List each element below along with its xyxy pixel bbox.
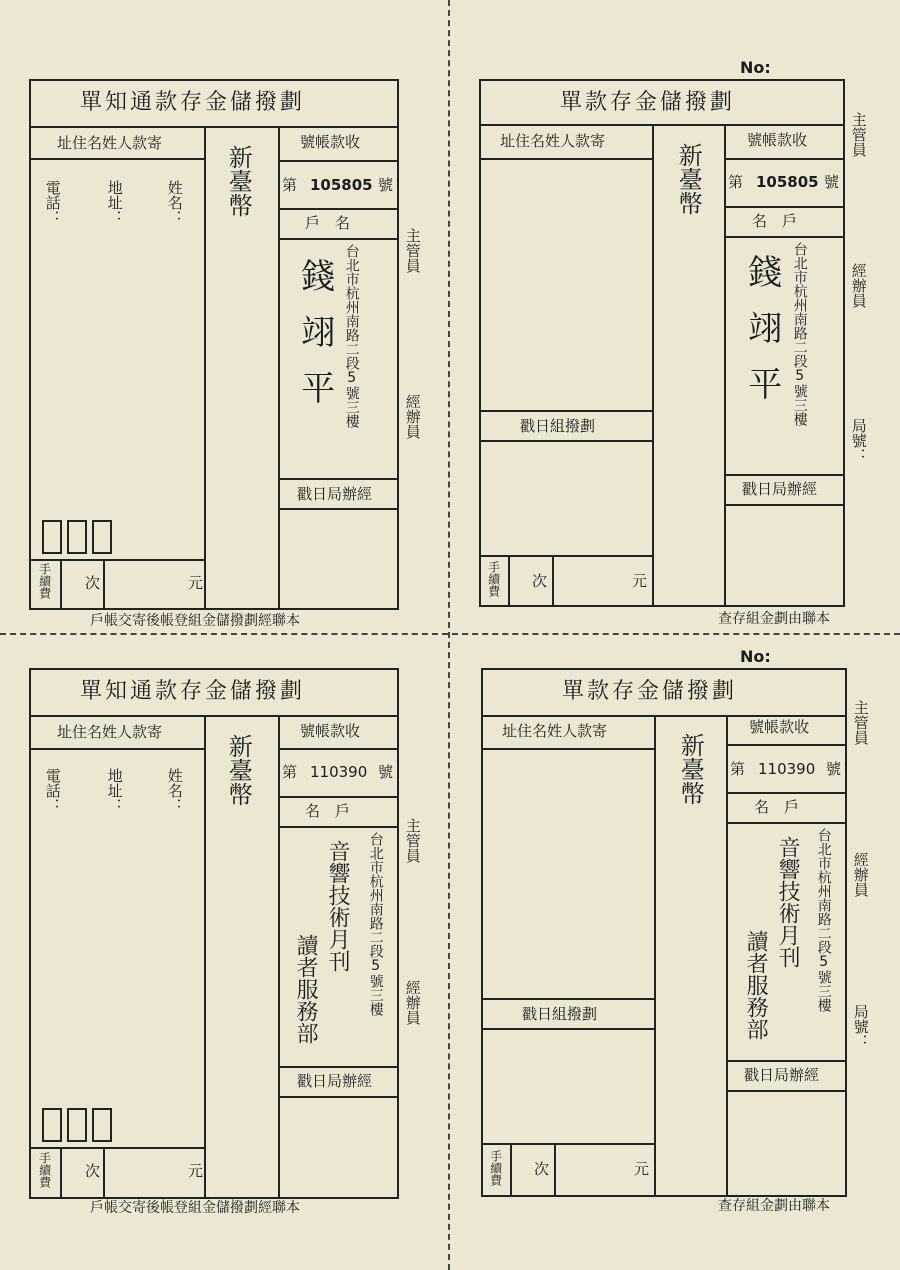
sender-name-label: 姓名： [165,180,184,225]
account-prefix: 第 [282,763,298,781]
fee-label: 手續費 [486,561,501,597]
supervisor-label: 主管員 [403,818,422,863]
account-prefix: 第 [282,176,298,194]
group-stamp-label: 戳日組撥劃 [522,1005,598,1023]
group-stamp-label: 戳日組撥劃 [520,417,596,435]
payee-label: 名 戶 [305,802,351,820]
payee-label: 戶 名 [305,214,351,232]
supervisor-label: 主管員 [403,228,422,273]
form-title: 單知通款存金儲撥劃 [80,679,306,704]
payee-address: 台北市杭州南路二段5號三樓 [343,244,360,428]
payee-name-line-2: 讀者服務部 [743,930,769,1040]
account-suffix: 號 [378,176,394,194]
account-number: 110390 [758,760,816,778]
stamp-label: 戳日局辦經 [297,1072,373,1090]
form-title: 單款存金儲撥劃 [560,90,736,115]
currency-label: 新臺幣 [224,734,253,806]
times-label: 次 [85,1162,101,1180]
stamp-label: 戳日局辦經 [742,480,818,498]
form-footer: 查存組金劃由聯本 [718,611,830,627]
sender-header: 址住名姓人款寄 [502,722,608,740]
payee-label: 名 戶 [752,212,798,230]
sender-header: 址住名姓人款寄 [500,132,606,150]
sender-header: 址住名姓人款寄 [57,134,163,152]
account-prefix: 第 [728,173,744,191]
supervisor-label: 主管員 [849,112,868,157]
yuan-label: 元 [188,1162,204,1180]
payee-name-line-2: 讀者服務部 [293,934,319,1044]
payee-address: 台北市杭州南路二段5號三樓 [367,832,384,1016]
sender-phone-label: 電話： [43,180,62,225]
payee-address: 台北市杭州南路二段5號三樓 [815,828,832,1012]
account-header: 號帳款收 [749,718,810,736]
times-label: 次 [85,574,101,592]
handler-label: 經辦員 [403,394,422,439]
payee-label: 名 戶 [754,798,800,816]
account-header: 號帳款收 [747,131,808,149]
account-header: 號帳款收 [300,722,361,740]
office-no-label: 局號： [851,1004,870,1049]
yuan-label: 元 [634,1160,650,1178]
handler-label: 經辦員 [849,263,868,308]
account-suffix: 號 [378,763,394,781]
serial-no-label: No: [740,647,771,666]
payee-name: 錢翊平 [294,258,335,426]
yuan-label: 元 [188,574,204,592]
account-number: 105805 [310,176,373,194]
office-no-label: 局號： [849,418,868,463]
supervisor-label: 主管員 [851,700,870,745]
times-label: 次 [534,1160,550,1178]
stamp-label: 戳日局辦經 [744,1066,820,1084]
account-number: 105805 [756,173,819,191]
form-title: 單款存金儲撥劃 [562,679,738,704]
currency-label: 新臺幣 [674,143,703,215]
sender-header: 址住名姓人款寄 [57,723,163,741]
currency-label: 新臺幣 [224,145,253,217]
form-footer: 戶帳交寄後帳登組金儲撥劃經聯本 [90,613,300,629]
handler-label: 經辦員 [403,980,422,1025]
handler-label: 經辦員 [851,852,870,897]
payee-address: 台北市杭州南路二段5號三樓 [791,242,808,426]
serial-no-label: No: [740,58,771,77]
times-label: 次 [532,572,548,590]
sender-address-label: 地址： [105,768,124,813]
form-title: 單知通款存金儲撥劃 [80,90,306,115]
horizontal-cut-line [0,633,900,635]
payee-name-line-1: 音響技術月刊 [775,836,801,968]
payee-name-line-1: 音響技術月刊 [325,840,351,972]
account-suffix: 號 [824,173,840,191]
account-prefix: 第 [730,760,746,778]
fee-label: 手續費 [488,1150,503,1186]
account-suffix: 號 [826,760,842,778]
account-header: 號帳款收 [300,133,361,151]
form-footer: 查存組金劃由聯本 [718,1198,830,1214]
payee-name: 錢翊平 [741,254,782,422]
fee-label: 手續費 [37,563,52,599]
stamp-label: 戳日局辦經 [297,485,373,503]
sender-phone-label: 電話： [43,768,62,813]
fee-label: 手續費 [37,1152,52,1188]
yuan-label: 元 [632,572,648,590]
vertical-cut-line [448,0,450,1270]
sender-name-label: 姓名： [165,768,184,813]
currency-label: 新臺幣 [676,733,705,805]
account-number: 110390 [310,763,368,781]
sender-address-label: 地址： [105,180,124,225]
form-footer: 戶帳交寄後帳登組金儲撥劃經聯本 [90,1200,300,1216]
